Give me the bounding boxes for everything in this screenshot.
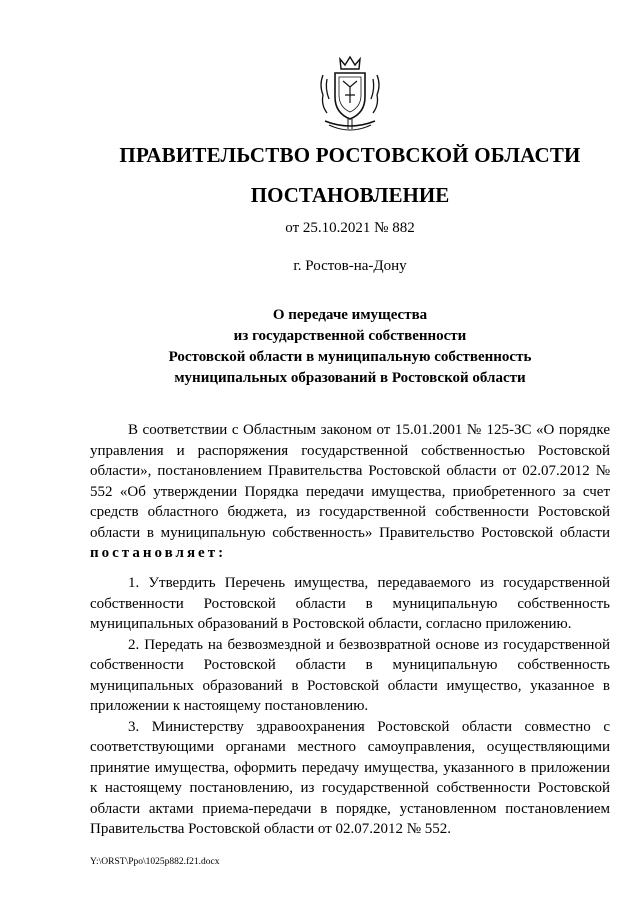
subject-line: Ростовской области в муниципальную собственность bbox=[168, 349, 532, 365]
resolution-item: 1. Утвердить Перечень имущества, передаваемого из государственной собственности Ростовской области в муниципальную собственность муниципальных образований в Ростовской области, согласно приложению. bbox=[90, 575, 610, 632]
file-path-footer: Y:\ORST\Ppo\1025p882.f21.docx bbox=[90, 857, 220, 867]
resolves-word: постановляет: bbox=[90, 545, 227, 561]
organization-title: ПРАВИТЕЛЬСТВО РОСТОВСКОЙ ОБЛАСТИ bbox=[119, 143, 581, 167]
document-type: ПОСТАНОВЛЕНИЕ bbox=[250, 183, 450, 207]
preamble bbox=[90, 420, 610, 564]
document-subject bbox=[0, 305, 640, 389]
resolution-item: 3. Министерству здравоохранения Ростовской области совместно с соответствующими органами местного самоуправления, осуществляющими принятие имущества, оформить передачу имущества, указанного в приложении к настоящему постановлению, из государственной собственности Ростовской области актами приема-передачи в порядке, установленном постановлением Правительства Ростовской области от 02.07.2012 № 552. bbox=[90, 718, 610, 837]
resolution-item: 2. Передать на безвозмездной и безвозвратной основе из государственной собственности Ростовской области в муниципальную собственность муниципальных образований в Ростовской области имущество, указанное в приложении к настоящему постановлению. bbox=[90, 636, 610, 714]
preamble-text: В соответствии с Областным законом от 15.01.2001 № 125-ЗС «О порядке управления и распоряжения государственной собственностью Ростовской области», постановлением Правительства Ростовской области от 02.07.2012 № 552 «Об утверждении Порядка передачи имущества, приобретенного за счет средств областного бюджета, из государственной собственности Ростовской области в муниципальную собственность» Правительство Ростовской области bbox=[90, 422, 610, 541]
document-city: г. Ростов-на-Дону bbox=[293, 258, 407, 274]
preamble-paragraph bbox=[90, 420, 610, 564]
document-date-number: от 25.10.2021 № 882 bbox=[285, 220, 415, 236]
subject-line: из государственной собственности bbox=[233, 328, 467, 344]
coat-of-arms-icon bbox=[315, 55, 385, 137]
subject-line: О передаче имущества bbox=[272, 307, 428, 323]
subject-line: муниципальных образований в Ростовской области bbox=[174, 370, 526, 386]
resolution-items bbox=[90, 573, 610, 840]
